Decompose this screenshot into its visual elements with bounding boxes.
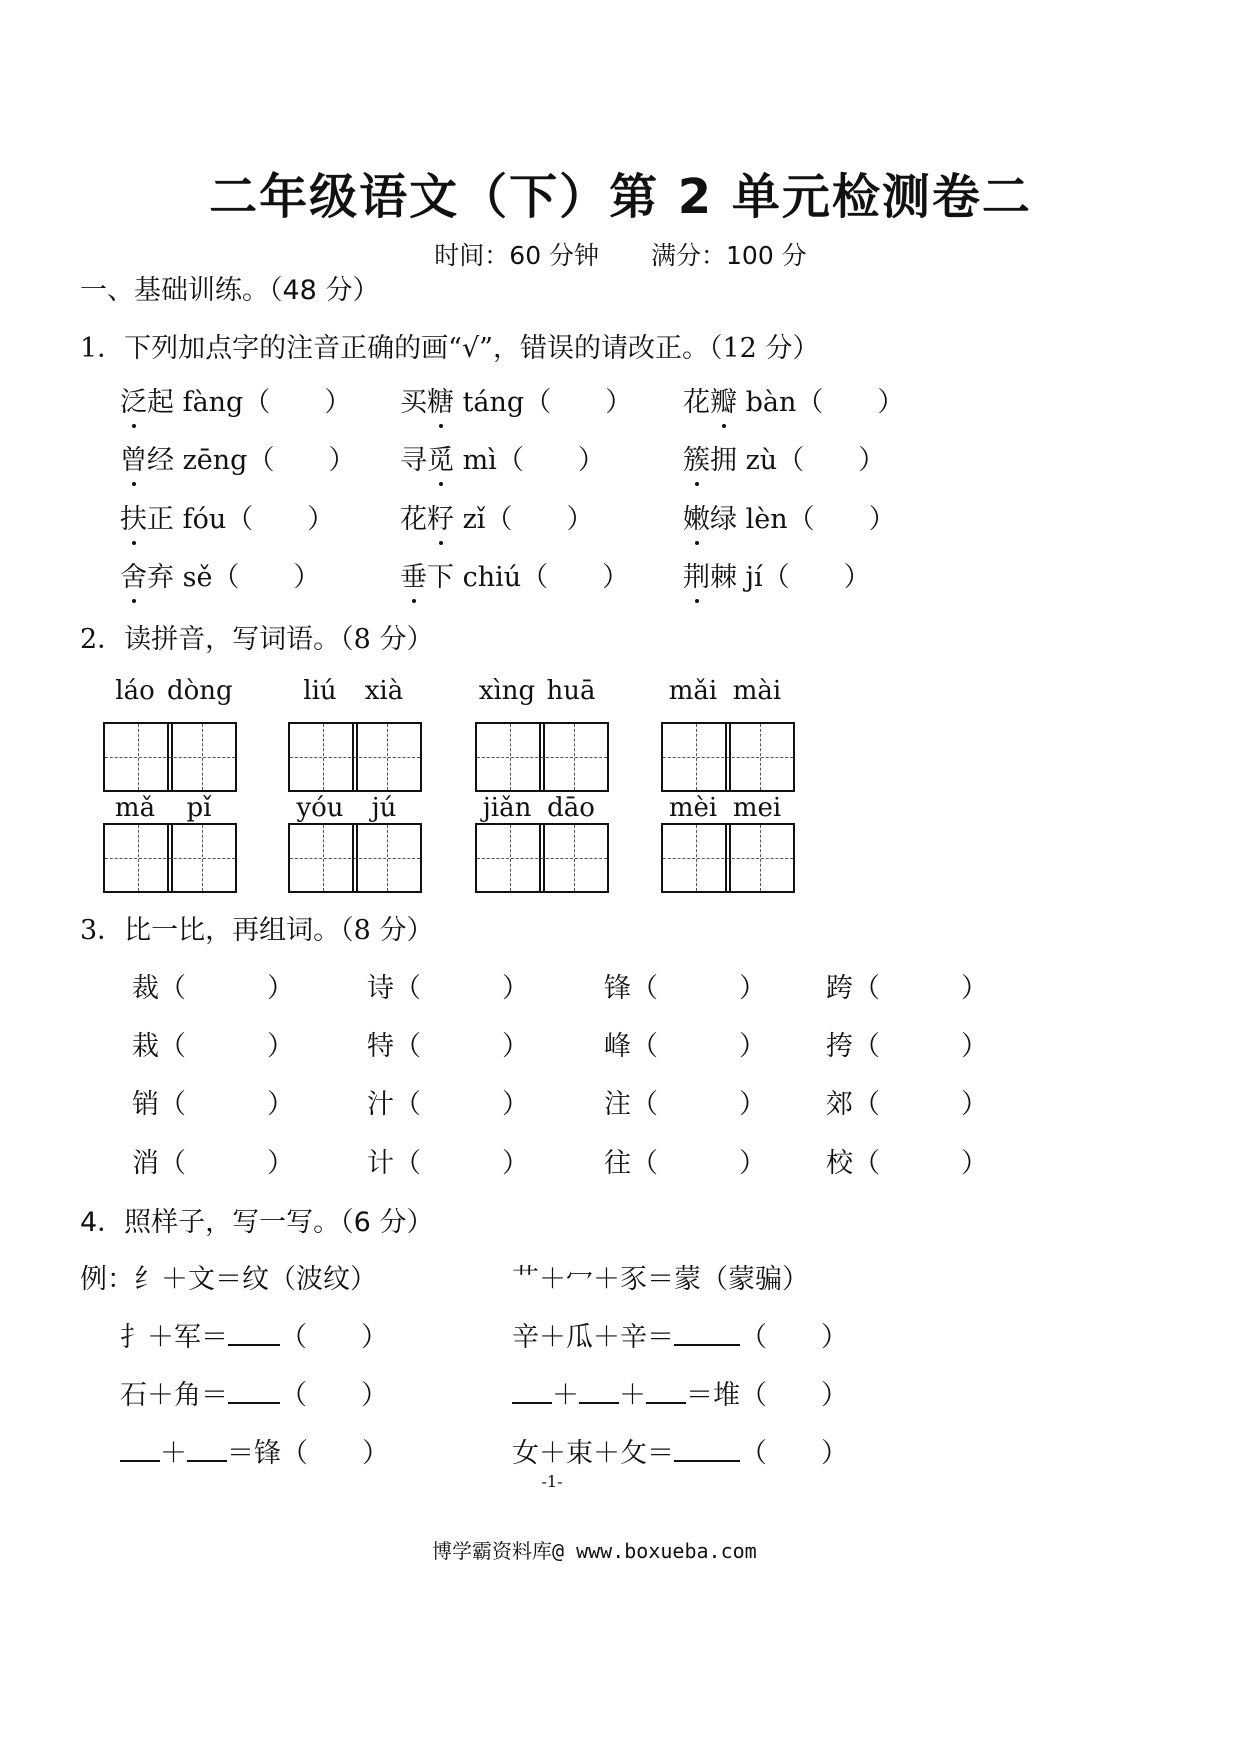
answer-blank[interactable] <box>228 1378 280 1404</box>
word-part: 棘 <box>710 562 737 593</box>
dotted-character: 舍 <box>120 555 147 594</box>
q4-row2-left <box>120 1373 388 1412</box>
word-part: 买 <box>400 387 427 418</box>
answer-blank[interactable] <box>512 1378 552 1404</box>
pinyin-syllable: mǎi <box>668 676 718 706</box>
word-part: 绿 <box>710 504 737 535</box>
example-left: 例：纟＋文＝纹（波纹） <box>80 1264 377 1295</box>
answer-blank[interactable] <box>228 1320 280 1346</box>
pinyin-syllable: dāo <box>547 793 595 823</box>
full-score: 满分：100 分 <box>651 241 807 270</box>
pinyin-answer[interactable]: jí（ ） <box>737 562 871 593</box>
q4-row1-left <box>120 1315 388 1354</box>
writing-box[interactable] <box>103 722 173 792</box>
word-parens: （ ） <box>281 1438 389 1469</box>
writing-box[interactable] <box>725 722 795 792</box>
pinyin-syllable: huā <box>546 676 596 706</box>
compare-word-item[interactable]: 裁（ ） <box>132 973 294 1004</box>
pinyin-check-item <box>400 380 632 419</box>
word-part: 正 <box>147 504 174 535</box>
dotted-character: 荆 <box>683 555 710 594</box>
dotted-character: 簇 <box>683 438 710 477</box>
footer-watermark: 博学霸资料库@ www.boxueba.com <box>432 1539 757 1563</box>
pinyin-check-item <box>683 555 871 594</box>
formula: 辛＋瓜＋辛＝ <box>512 1322 674 1353</box>
pinyin-syllable: mǎ <box>114 793 156 823</box>
writing-box[interactable] <box>661 823 731 893</box>
pinyin-answer[interactable]: mì（ ） <box>454 445 605 476</box>
compare-word-item[interactable]: 郊（ ） <box>826 1089 988 1120</box>
word-parens: （ ） <box>280 1380 388 1411</box>
pinyin-syllable: mei <box>732 793 782 823</box>
pinyin-check-item <box>400 497 593 536</box>
writing-box[interactable] <box>539 823 609 893</box>
pinyin-check-item <box>400 555 629 594</box>
dotted-character: 觅 <box>427 438 454 477</box>
writing-box[interactable] <box>539 722 609 792</box>
answer-blank[interactable] <box>579 1378 619 1404</box>
question-4-prompt: 4．照样子，写一写。（6 分） <box>80 1207 434 1238</box>
dotted-character: 瓣 <box>710 380 737 419</box>
page-title: 二年级语文（下）第 2 单元检测卷二 <box>209 169 1032 225</box>
q4-row3-left <box>120 1431 389 1470</box>
page-number: -1- <box>541 1472 563 1491</box>
pinyin-syllable: mèi <box>668 793 718 823</box>
word-part: 拥 <box>710 445 737 476</box>
writing-box[interactable] <box>352 823 422 893</box>
pinyin-syllable: láo <box>115 676 155 706</box>
pinyin-syllable: xià <box>364 676 404 706</box>
pinyin-check-item <box>120 438 355 477</box>
writing-box[interactable] <box>352 722 422 792</box>
formula-result: ＝堆 <box>686 1380 740 1411</box>
formula: 扌＋军＝ <box>120 1322 228 1353</box>
compare-word-item[interactable]: 汁（ ） <box>367 1089 529 1120</box>
word-part: 花 <box>683 387 710 418</box>
writing-box[interactable] <box>725 823 795 893</box>
dotted-character: 籽 <box>427 497 454 536</box>
word-parens: （ ） <box>740 1380 848 1411</box>
pinyin-check-item <box>120 555 320 594</box>
pinyin-syllable: mài <box>732 676 782 706</box>
word-part: 弃 <box>147 562 174 593</box>
pinyin-answer[interactable]: zǐ（ ） <box>454 504 594 535</box>
compare-word-item[interactable]: 计（ ） <box>367 1148 529 1179</box>
pinyin-answer[interactable]: táng（ ） <box>454 387 633 418</box>
pinyin-check-item <box>683 380 904 419</box>
writing-box[interactable] <box>661 722 731 792</box>
pinyin-answer[interactable]: sě（ ） <box>174 562 321 593</box>
pinyin-syllable: yóu <box>296 793 344 823</box>
answer-blank[interactable] <box>674 1436 740 1462</box>
word-part: 起 <box>147 387 174 418</box>
pinyin-check-item <box>683 438 885 477</box>
compare-word-item[interactable]: 挎（ ） <box>826 1031 988 1062</box>
compare-word-item[interactable]: 栽（ ） <box>132 1031 294 1062</box>
pinyin-check-item <box>120 497 334 536</box>
pinyin-answer[interactable]: fàng（ ） <box>174 387 352 418</box>
pinyin-syllable: jú <box>371 793 397 823</box>
writing-box[interactable] <box>103 823 173 893</box>
word-part: 下 <box>427 562 454 593</box>
answer-blank[interactable] <box>120 1436 160 1462</box>
q4-row2-right <box>512 1373 848 1412</box>
dotted-character: 糖 <box>427 380 454 419</box>
dotted-character: 曾 <box>120 438 147 477</box>
pinyin-answer[interactable]: bàn（ ） <box>737 387 905 418</box>
exam-meta <box>0 236 1241 272</box>
question-2-prompt: 2．读拼音，写词语。（8 分） <box>80 624 434 655</box>
dotted-character: 垂 <box>400 555 427 594</box>
pinyin-answer[interactable]: zēng（ ） <box>174 445 356 476</box>
question-1-prompt: 1．下列加点字的注音正确的画“√”，错误的请改正。（12 分） <box>80 333 820 364</box>
answer-blank[interactable] <box>646 1378 686 1404</box>
writing-box[interactable] <box>288 823 358 893</box>
pinyin-answer[interactable]: chiú（ ） <box>454 562 630 593</box>
formula: 女＋束＋攵＝ <box>512 1438 674 1469</box>
pinyin-answer[interactable]: lèn（ ） <box>737 504 896 535</box>
compare-word-item[interactable]: 注（ ） <box>604 1089 766 1120</box>
pinyin-check-item <box>400 438 605 477</box>
compare-word-item[interactable]: 诗（ ） <box>367 973 529 1004</box>
pinyin-check-item <box>120 380 351 419</box>
answer-blank[interactable] <box>187 1436 227 1462</box>
pinyin-syllable: pǐ <box>186 793 212 823</box>
word-part: 花 <box>400 504 427 535</box>
writing-box[interactable] <box>167 722 237 792</box>
compare-word-item[interactable]: 特（ ） <box>367 1031 529 1062</box>
section-heading: 一、基础训练。（48 分） <box>80 275 380 306</box>
pinyin-syllable: liú <box>303 676 337 706</box>
dotted-character: 嫩 <box>683 497 710 536</box>
question-3-prompt: 3．比一比，再组词。（8 分） <box>80 915 434 946</box>
compare-word-item[interactable]: 跨（ ） <box>826 973 988 1004</box>
pinyin-check-item <box>683 497 896 536</box>
dotted-character: 泛 <box>120 380 147 419</box>
writing-box[interactable] <box>167 823 237 893</box>
dotted-character: 扶 <box>120 497 147 536</box>
q4-row3-right <box>512 1431 848 1470</box>
compare-word-item[interactable]: 销（ ） <box>132 1089 294 1120</box>
word-parens: （ ） <box>740 1438 848 1469</box>
formula: 石＋角＝ <box>120 1380 228 1411</box>
pinyin-syllable: jiǎn <box>482 793 532 823</box>
writing-box[interactable] <box>475 823 545 893</box>
example-right: 艹＋冖＋豕＝蒙（蒙骗） <box>512 1264 809 1295</box>
compare-word-item[interactable]: 消（ ） <box>132 1148 294 1179</box>
time-limit: 时间：60 分钟 <box>434 241 600 270</box>
pinyin-answer[interactable]: zù（ ） <box>737 445 886 476</box>
word-parens: （ ） <box>740 1322 848 1353</box>
word-part: 经 <box>147 445 174 476</box>
compare-word-item[interactable]: 峰（ ） <box>604 1031 766 1062</box>
pinyin-answer[interactable]: fóu（ ） <box>174 504 335 535</box>
plus-sign: ＋ <box>552 1380 579 1411</box>
q4-row1-right <box>512 1315 848 1354</box>
pinyin-syllable: dòng <box>167 676 233 706</box>
plus-sign: ＋ <box>160 1438 187 1469</box>
writing-box[interactable] <box>475 722 545 792</box>
compare-word-item[interactable]: 往（ ） <box>604 1148 766 1179</box>
answer-blank[interactable] <box>674 1320 740 1346</box>
plus-sign: ＋ <box>619 1380 646 1411</box>
word-parens: （ ） <box>280 1322 388 1353</box>
pinyin-syllable: xìng <box>478 676 536 706</box>
compare-word-item[interactable]: 校（ ） <box>826 1148 988 1179</box>
writing-box[interactable] <box>288 722 358 792</box>
compare-word-item[interactable]: 锋（ ） <box>604 973 766 1004</box>
formula-result: ＝锋 <box>227 1438 281 1469</box>
word-part: 寻 <box>400 445 427 476</box>
